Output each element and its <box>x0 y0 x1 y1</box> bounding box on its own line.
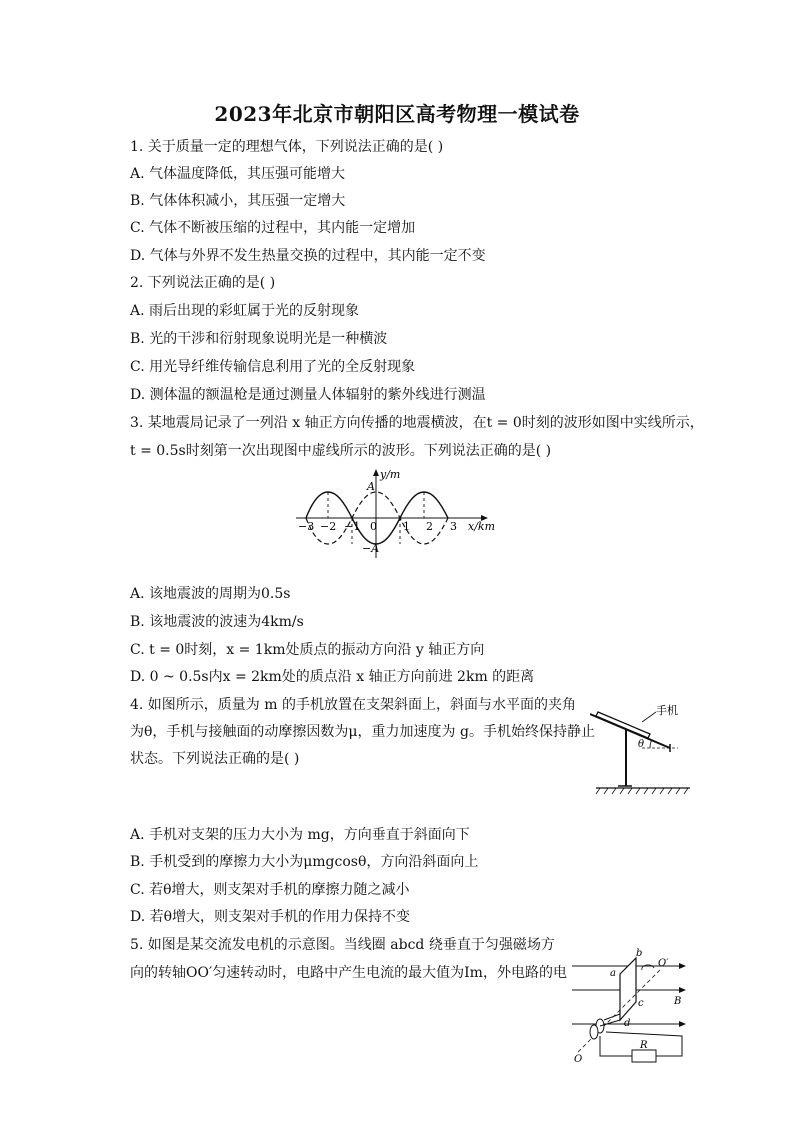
q1-option-a: A. 气体温度降低，其压强可能增大 <box>130 166 346 182</box>
q1-option-c: C. 气体不断被压缩的过程中，其内能一定增加 <box>130 220 416 236</box>
q5-label-c: c <box>638 998 644 1009</box>
q5-stem-line2: 向的转轴OO′匀速转动时，电路中产生电流的最大值为Im，外电路的电 <box>130 965 567 981</box>
q3-wave-figure <box>290 466 500 562</box>
q5-label-o: O <box>574 1054 583 1065</box>
q4-stem-line1: 4. 如图所示，质量为 m 的手机放置在支架斜面上，斜面与水平面的夹角 <box>130 697 576 713</box>
q5-label-a: a <box>610 968 616 979</box>
q3-option-d: D. 0 ~ 0.5s内x = 2km处的质点沿 x 轴正方向前进 2km 的距离 <box>130 669 535 685</box>
q2-option-d: D. 测体温的额温枪是通过测量人体辐射的紫外线进行测温 <box>130 387 486 403</box>
q3-tick-neg3: −3 <box>298 520 315 533</box>
q4-phone-label: 手机 <box>656 704 678 717</box>
q3-option-b: B. 该地震波的波速为4km/s <box>130 614 304 630</box>
q3-tick-neg2: −2 <box>320 520 337 533</box>
q3-option-a: A. 该地震波的周期为0.5s <box>130 586 291 602</box>
q2-option-a: A. 雨后出现的彩虹属于光的反射现象 <box>130 303 360 319</box>
q3-amp-pos: A <box>367 480 375 493</box>
q5-stem-line1: 5. 如图是某交流发电机的示意图。当线圈 abcd 绕垂直于匀强磁场方 <box>130 937 555 953</box>
q3-option-c: C. t = 0时刻，x = 1km处质点的振动方向沿 y 轴正方向 <box>130 642 485 658</box>
q3-xlabel: x/km <box>468 520 496 533</box>
q3-ylabel: y/m <box>380 468 401 481</box>
q2-option-b: B. 光的干涉和衍射现象说明光是一种横波 <box>130 331 388 347</box>
page-title: 2023年北京市朝阳区高考物理一模试卷 <box>214 102 580 126</box>
q3-tick-3: 3 <box>450 520 457 533</box>
q5-label-o-prime: O′ <box>658 958 669 969</box>
q5-label-d: d <box>624 1018 631 1029</box>
q1-option-d: D. 气体与外界不发生热量交换的过程中，其内能一定不变 <box>130 248 486 264</box>
q3-stem-line1: 3. 某地震局记录了一列沿 x 轴正方向传播的地震横波，在t = 0时刻的波形如图中实线所示， <box>130 415 704 431</box>
q3-tick-1: 1 <box>403 520 410 533</box>
q3-tick-2: 2 <box>426 520 433 533</box>
q4-stem-line2: 为θ，手机与接触面的动摩擦因数为μ，重力加速度为 g。手机始终保持静止 <box>130 724 595 740</box>
q4-option-a: A. 手机对支架的压力大小为 mg，方向垂直于斜面向下 <box>130 827 470 843</box>
q1-option-b: B. 气体体积减小，其压强一定增大 <box>130 193 346 209</box>
q5-generator-figure <box>570 944 690 1068</box>
q4-stem-line3: 状态。下列说法正确的是( ) <box>130 751 300 767</box>
q5-label-b-field: B <box>674 996 682 1007</box>
q4-phone-stand-figure <box>590 700 696 796</box>
q1-stem: 1. 关于质量一定的理想气体，下列说法正确的是( ) <box>130 139 444 155</box>
q3-tick-neg1: −1 <box>344 520 361 533</box>
q4-option-c: C. 若θ增大，则支架对手机的摩擦力随之减小 <box>130 882 410 898</box>
q4-option-d: D. 若θ增大，则支架对手机的作用力保持不变 <box>130 909 411 925</box>
q3-amp-neg: −A <box>362 542 380 555</box>
q3-stem-line2: t = 0.5s时刻第一次出现图中虚线所示的波形。下列说法正确的是( ) <box>130 443 552 459</box>
q2-option-c: C. 用光导纤维传输信息利用了光的全反射现象 <box>130 359 416 375</box>
q5-label-r: R <box>640 1040 648 1051</box>
q4-angle-label: θ <box>638 739 645 750</box>
q5-label-b: b <box>636 948 643 959</box>
q3-tick-0: 0 <box>370 520 377 533</box>
q2-stem: 2. 下列说法正确的是( ) <box>130 275 276 291</box>
q4-option-b: B. 手机受到的摩擦力大小为μmgcosθ，方向沿斜面向上 <box>130 854 479 870</box>
